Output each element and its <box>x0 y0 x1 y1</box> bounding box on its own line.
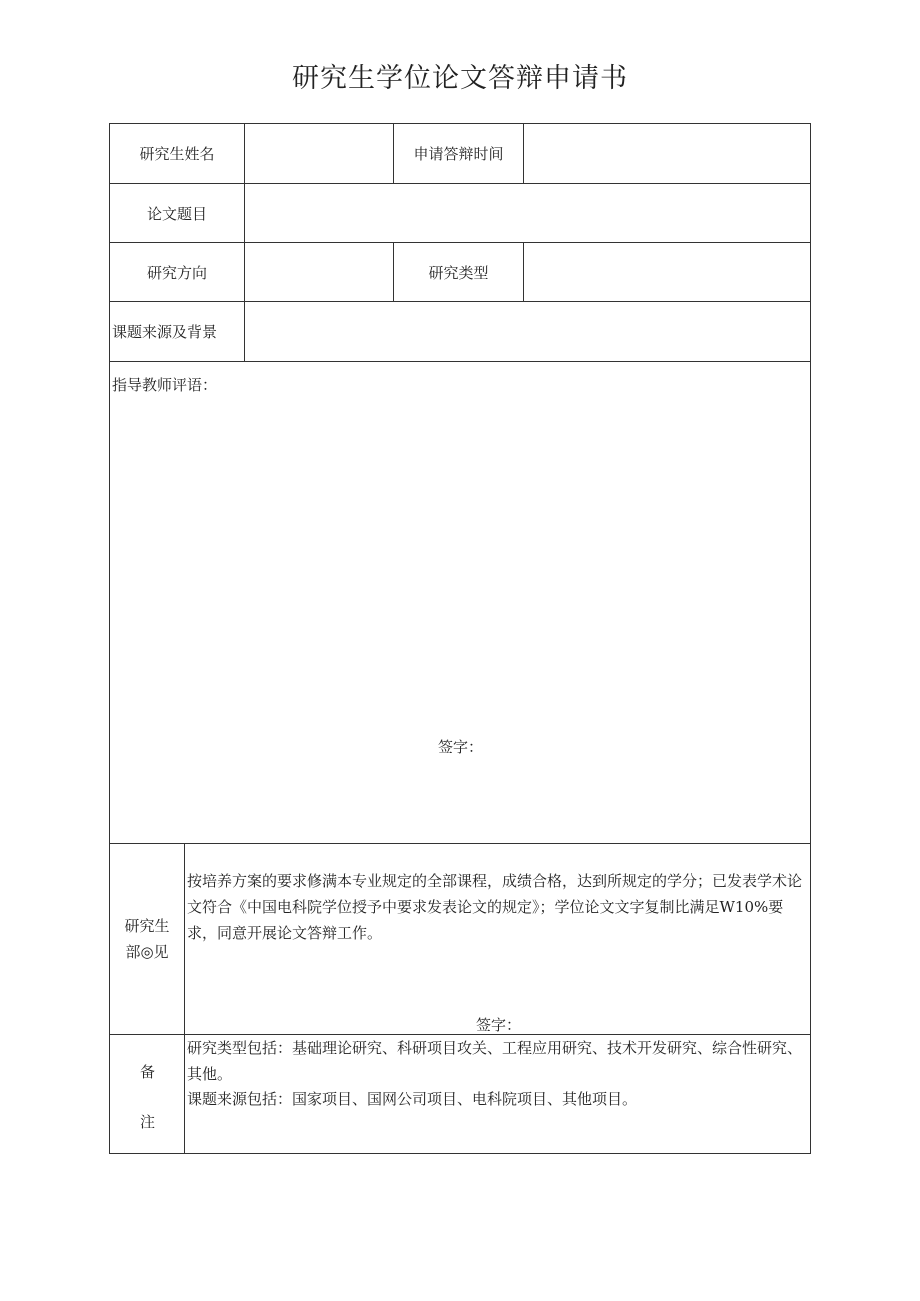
notes-line-research-types: 研究类型包括：基础理论研究、科研项目攻关、工程应用研究、技术开发研究、综合性研究、其他。 <box>187 1039 803 1083</box>
application-form <box>109 123 811 1154</box>
advisor-signature-label: 签字： <box>438 738 484 756</box>
notes-label-line2: 注 <box>140 1113 156 1131</box>
notes-label <box>110 1035 184 1154</box>
research-direction-label: 研究方向 <box>146 263 207 282</box>
topic-source-label: 课题来源及背景 <box>112 323 218 341</box>
row-divider <box>110 843 810 844</box>
advisor-comment-label: 指导教师评语： <box>112 376 218 394</box>
dept-opinion-text: 按培养方案的要求修满本专业规定的全部课程，成绩合格，达到所规定的学分；已发表学术论文符合《中国电科院学位授予中要求发表论文的规定》；学位论文文字复制比满足W10%要求，同意开展论文答辩工作。 <box>187 872 803 942</box>
research-direction-field[interactable] <box>245 243 393 301</box>
dept-opinion-label-line2: 部◎见 <box>125 943 169 961</box>
defense-time-label: 申请答辩时间 <box>413 145 504 163</box>
dept-signature-label: 签字： <box>476 1016 522 1034</box>
dept-opinion-label-line1: 研究生 <box>124 917 170 935</box>
research-type-label: 研究类型 <box>428 263 489 282</box>
thesis-title-label: 论文题目 <box>146 204 207 223</box>
document-title: 研究生学位论文答辩申请书 <box>292 63 628 94</box>
research-type-field[interactable] <box>524 243 810 301</box>
student-name-label: 研究生姓名 <box>139 145 215 163</box>
notes-label-line1: 备 <box>140 1063 156 1081</box>
row-divider <box>110 361 810 362</box>
column-divider <box>184 843 185 1154</box>
thesis-title-field[interactable] <box>245 184 810 242</box>
defense-time-field[interactable] <box>524 124 810 183</box>
student-name-field[interactable] <box>245 124 393 183</box>
advisor-comment-area[interactable] <box>110 400 810 730</box>
dept-opinion-label <box>110 844 184 1034</box>
topic-source-field[interactable] <box>245 302 810 361</box>
notes-line-topic-sources: 课题来源包括：国家项目、国网公司项目、电科院项目、其他项目。 <box>187 1090 638 1108</box>
